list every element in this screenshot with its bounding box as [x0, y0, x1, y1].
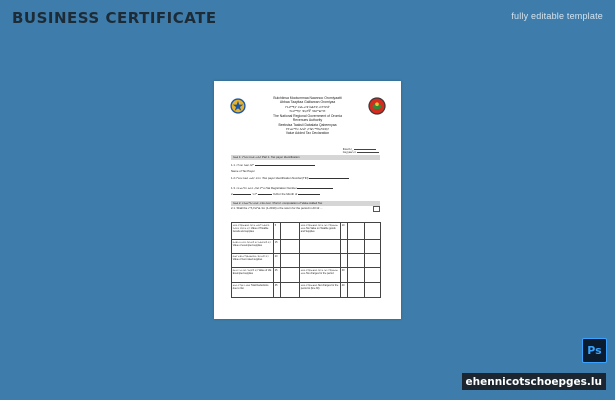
line-number: 10: [341, 223, 348, 240]
line-number: 20: [274, 254, 281, 268]
document-heading: [254, 96, 361, 136]
watermark: ehennicotschoepges.lu: [462, 373, 606, 390]
table-cell: ታክስ የሚከፈልበት ሽያጭ ላይ የሚከፈለው ታክስ Tax charges for the period: [300, 268, 341, 283]
value-cell[interactable]: [348, 268, 365, 283]
part2-question: 2.1. Shall the የሚያገለግል ቅጽ (1-2010) ሀ the return for the period in All 12 ...: [231, 206, 323, 210]
value-cell[interactable]: [348, 254, 365, 268]
line-number: 25: [274, 268, 281, 283]
field-vat-number: 1.3. የተጨማሪ እሴት ታክስ ምዝ /Vat Registration Number: [231, 187, 333, 190]
value-cell[interactable]: [281, 283, 300, 298]
table-row: [232, 223, 381, 240]
value-cell[interactable]: [281, 268, 300, 283]
table-cell: ለሌላ የሚሰጥ ታክስ Total Deductions due to Vat: [232, 283, 274, 298]
value-cell[interactable]: [281, 254, 300, 268]
line-number: 5: [274, 223, 281, 240]
line-number: [341, 240, 348, 254]
heading-line: Beeksisa Taaksii Dabalata Qabeenyaa: [278, 122, 337, 127]
revenue-authority-seal-icon: [368, 97, 386, 115]
field-taxpayer-name-label: 1.1. የግብር ከፋይ ስም: [231, 164, 315, 167]
table-row: [232, 240, 381, 254]
part2-header: ክፍል 2. የተጨማሪ እሴት ታክስ ስሌት / Part 2. computation of Value Added Tax: [231, 201, 380, 206]
heading-line: The National Regional Government of Oromia: [273, 113, 342, 118]
heading-line: የተጨማሪ እሴት ታክስ ማስታወቂያ: [285, 126, 330, 131]
table-cell: ታክስ የሚከፈልበት ሽያጭ ላይ የሚከፈለው ታክስ Tax Value on Taxable goods and Supplies: [300, 223, 341, 240]
table-cell: በዜሮ ታክስ የሚከፈልባቸው ሽያጮች ዋጋ Value of zero rated supplies: [232, 254, 274, 268]
value-cell[interactable]: [348, 240, 365, 254]
table-cell: [300, 240, 341, 254]
line-number: 35: [274, 283, 281, 298]
field-tin: 1.2.የግብር ከፋይ መለያ ቁጥር /Tax payer Identification Number(TIN): [231, 177, 349, 180]
field-month: 2. ዓ.ም. Ye/For the Month of: [231, 193, 320, 196]
part1-header: ክፍል 1: የግብር ከፋይ መለያ Part 1. Tax payer Identification: [231, 155, 380, 160]
value-cell[interactable]: [281, 223, 300, 240]
value-cell[interactable]: [348, 223, 365, 240]
value-cell[interactable]: [365, 254, 381, 268]
heading-line: Bulchiinsa Mootummaa Naannoo Oromiyaatti: [273, 96, 342, 100]
heading-line: Revenues Authority: [292, 118, 323, 123]
value-cell[interactable]: [365, 268, 381, 283]
table-cell: ታክስ የሚከፈልበት ሽያጭ ወይም አቅርቦት ግብይት የሽያጭ ዋጋ Value of Taxable Goods and supplies: [232, 223, 274, 240]
certificate-document: [214, 81, 401, 319]
value-cell[interactable]: [365, 223, 381, 240]
table-row: [232, 254, 381, 268]
table-cell: ታክስ የሚከፈልበት Net charges for the period to (line 30): [300, 283, 341, 298]
heading-line: የኦሮሚያ ገቢዎች ባለሥልጣን: [289, 109, 326, 114]
page-subtitle: fully editable template: [511, 11, 603, 21]
table-cell: ከታክስ ነጻ የሆኑ ሽያጮች እና አቅርቦቶች ዋጋ Value of exempted supplies: [232, 240, 274, 254]
field-name-of-tax-payer: Name of Tax Payer: [231, 169, 255, 173]
value-cell[interactable]: [348, 283, 365, 298]
photoshop-icon: Ps: [582, 338, 607, 363]
table-row: [232, 283, 381, 298]
table-cell: [300, 254, 341, 268]
table-row: [232, 268, 381, 283]
line-number: [341, 254, 348, 268]
value-cell[interactable]: [281, 240, 300, 254]
value-cell[interactable]: [365, 283, 381, 298]
heading-line: Value Added Tax Declaration: [285, 131, 330, 136]
reference-block: [343, 148, 379, 154]
page-title: BUSINESS CERTIFICATE: [12, 9, 217, 27]
reference-date-label: Guyyaa/ ቀን: [342, 151, 357, 155]
reference-number-label: Ibsa #.c_: [342, 148, 354, 151]
table-cell: ከቀረጥ ነጻ የሆኑ ግዢዎች ዋጋ Value of Vat Exempted supplies: [232, 268, 274, 283]
heading-line: Abbaa Taayitaa Galiiwwan Oromiyaa: [279, 100, 336, 105]
emblem-star-icon: [230, 98, 246, 114]
value-cell[interactable]: [365, 240, 381, 254]
heading-line: የኦሮሚያ ብሔራዊ ክልላዊ መንግስት: [285, 104, 330, 109]
checkbox[interactable]: [373, 206, 380, 212]
line-number: 15: [274, 240, 281, 254]
line-number: 40: [341, 283, 348, 298]
line-number: 30: [341, 268, 348, 283]
vat-computation-table: [231, 222, 381, 298]
